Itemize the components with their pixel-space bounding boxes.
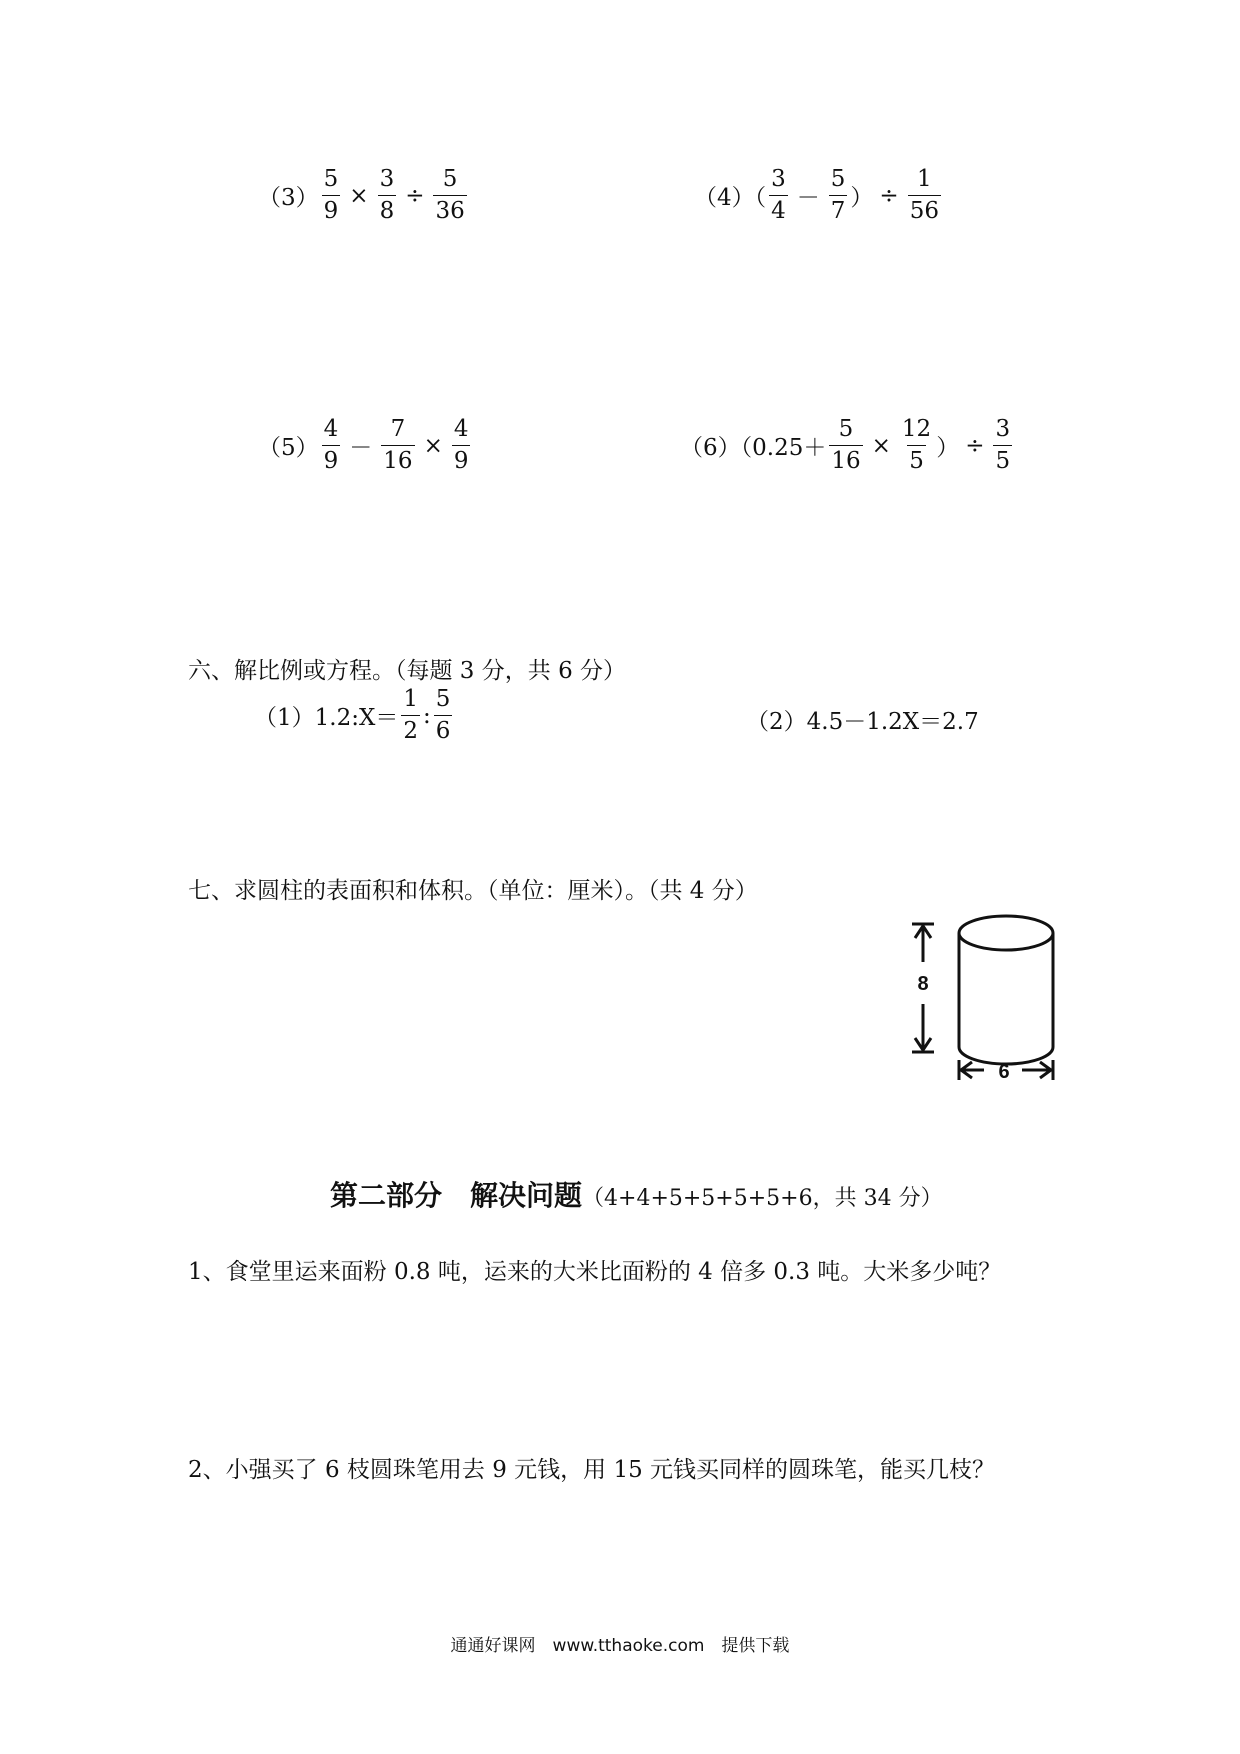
cylinder-diagram xyxy=(900,900,1070,1100)
equation-1 xyxy=(254,688,455,743)
problem-label: （3） xyxy=(258,185,319,211)
fraction: $\frac{1}{2}$ xyxy=(403,686,418,744)
fraction: $\frac{7}{16}$ xyxy=(383,416,413,474)
diameter-label: 6 xyxy=(998,1061,1010,1083)
fraction: $\frac{5}{7}$ xyxy=(830,166,846,224)
problem-5 xyxy=(258,418,473,473)
section-6-heading: 六、解比例或方程。（每题 3 分，共 6 分） xyxy=(188,658,627,684)
problem-6 xyxy=(680,418,1015,473)
cylinder-top-ellipse xyxy=(959,916,1053,950)
ratio-colon: : xyxy=(422,702,431,729)
problem-label: （6）（0.25＋ xyxy=(680,435,827,461)
fraction: $\frac{3}{4}$ xyxy=(771,166,786,224)
part-2-header xyxy=(330,1174,943,1214)
fraction: $\frac{4}{9}$ xyxy=(453,416,469,474)
fraction: $\frac{4}{9}$ xyxy=(323,416,339,474)
close-paren: ） xyxy=(850,185,874,211)
fraction: $\frac{5}{16}$ xyxy=(831,416,861,474)
fraction: $\frac{5}{6}$ xyxy=(435,686,451,744)
equation-prefix: （1）1.2:X＝ xyxy=(254,705,399,731)
part-2-title: 第二部分 解决问题 xyxy=(330,1179,583,1212)
part-2-subtitle: （4+4+5+5+5+5+6，共 34 分） xyxy=(582,1186,943,1211)
problem-label: （5） xyxy=(258,435,319,461)
fraction: $\frac{3}{5}$ xyxy=(995,416,1011,474)
height-label: 8 xyxy=(917,973,929,995)
fraction: $\frac{5}{9}$ xyxy=(323,166,339,224)
problem-label: （4）（ xyxy=(694,185,767,211)
equation-2: （2）4.5－1.2X＝2.7 xyxy=(746,709,979,735)
fraction: $\frac{3}{8}$ xyxy=(379,166,395,224)
problem-solving-2: 2、小强买了 6 枝圆珠笔用去 9 元钱，用 15 元钱买同样的圆珠笔，能买几枝？ xyxy=(188,1457,996,1483)
operator: － xyxy=(349,435,373,461)
operator: ÷ xyxy=(965,432,985,459)
problem-solving-1: 1、食堂里运来面粉 0.8 吨，运来的大米比面粉的 4 倍多 0.3 吨。大米多少吨？ xyxy=(188,1259,1002,1285)
operator: × xyxy=(349,182,369,209)
fraction: $\frac{5}{36}$ xyxy=(435,166,465,224)
operator: － xyxy=(796,185,820,211)
close-paren: ） xyxy=(936,435,960,461)
operator: ÷ xyxy=(405,182,425,209)
fraction: $\frac{1}{56}$ xyxy=(909,166,939,224)
operator: ÷ xyxy=(879,182,899,209)
section-7-heading: 七、求圆柱的表面积和体积。（单位：厘米）。（共 4 分） xyxy=(188,878,758,904)
problem-4 xyxy=(694,168,944,223)
fraction: $\frac{12}{5}$ xyxy=(901,416,932,474)
page-footer: 通通好课网 www.tthaoke.com 提供下载 xyxy=(450,1636,790,1656)
operator: × xyxy=(423,432,443,459)
problem-3 xyxy=(258,168,470,223)
operator: × xyxy=(871,432,891,459)
